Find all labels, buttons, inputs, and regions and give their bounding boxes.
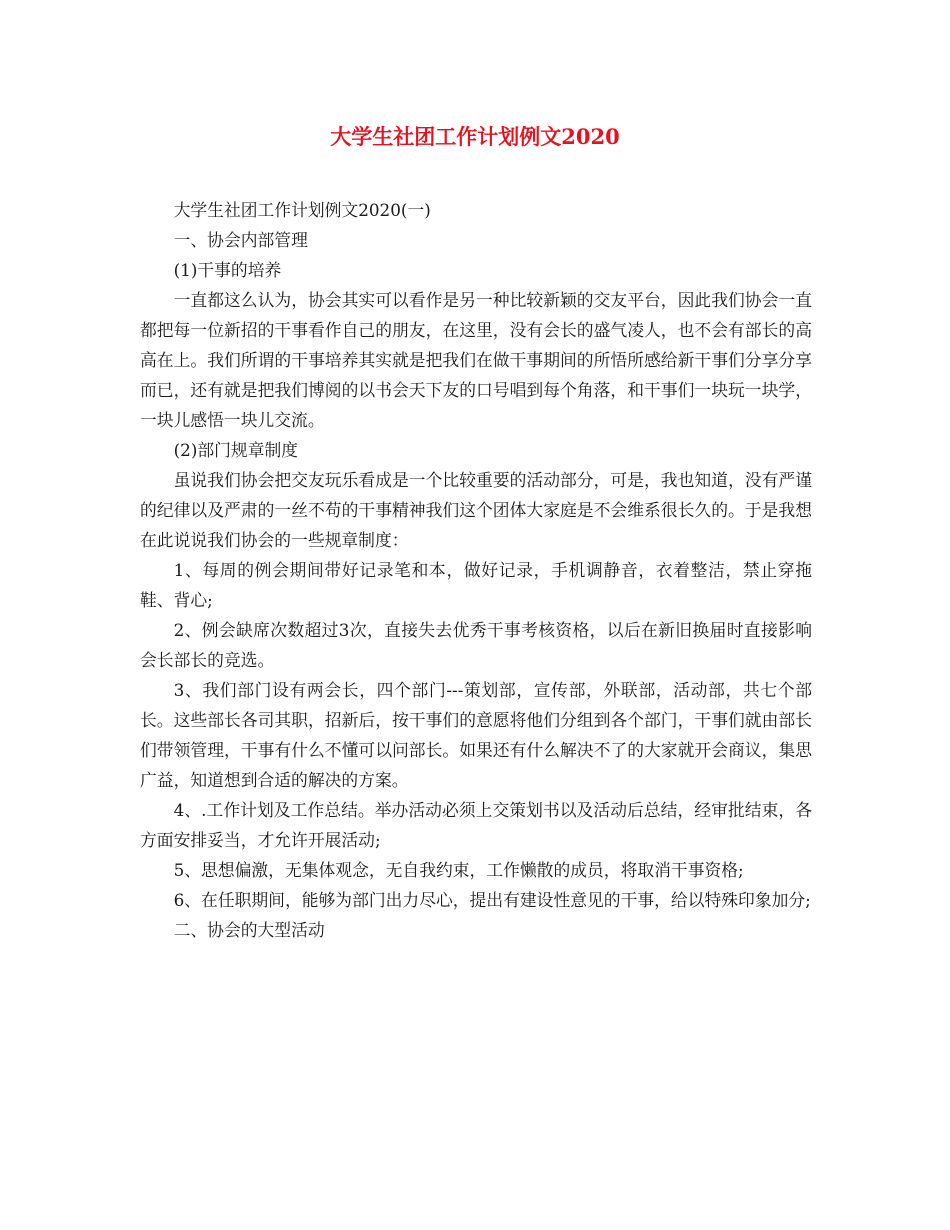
paragraph-heading-major-activities: 二、协会的大型活动 xyxy=(173,920,325,940)
paragraph-subtitle: 大学生社团工作计划例文2020(一) xyxy=(173,200,431,220)
paragraph-rule-4: 4、.工作计划及工作总结。举办活动必须上交策划书以及活动后总结，经审批结束，各方面安排妥当，才允许开展活动; xyxy=(140,800,812,850)
paragraph-heading-staff-training: (1)干事的培养 xyxy=(173,260,282,280)
paragraph-heading-rules: (2)部门规章制度 xyxy=(173,440,299,460)
document-title: 大学生社团工作计划例文2020 xyxy=(330,124,620,149)
document-body xyxy=(140,195,812,945)
paragraph-rule-1: 1、每周的例会期间带好记录笔和本，做好记录，手机调静音，衣着整洁，禁止穿拖鞋、背心; xyxy=(140,560,812,610)
paragraph-rules-intro: 虽说我们协会把交友玩乐看成是一个比较重要的活动部分，可是，我也知道，没有严谨的纪律以及严肃的一丝不苟的干事精神我们这个团体大家庭是不会维系很长久的。于是我想在此说说我们协会的一些规章制度： xyxy=(140,470,812,550)
paragraph-rule-3: 3、我们部门设有两会长，四个部门---策划部，宣传部，外联部，活动部，共七个部长。这些部长各司其职，招新后，按干事们的意愿将他们分组到各个部门，干事们就由部长们带领管理，干事有什么不懂可以问部长。如果还有什么解决不了的大家就开会商议，集思广益，知道想到合适的解决的方案。 xyxy=(140,680,812,790)
paragraph-rule-5: 5、思想偏激，无集体观念，无自我约束，工作懒散的成员，将取消干事资格; xyxy=(173,860,744,880)
paragraph-rule-2: 2、例会缺席次数超过3次，直接失去优秀干事考核资格，以后在新旧换届时直接影响会长部长的竞选。 xyxy=(140,620,812,670)
paragraph-rule-6: 6、在任职期间，能够为部门出力尽心，提出有建设性意见的干事，给以特殊印象加分; xyxy=(173,890,811,910)
paragraph-heading-internal-management: 一、协会内部管理 xyxy=(173,230,308,250)
paragraph-staff-training: 一直都这么认为，协会其实可以看作是另一种比较新颖的交友平台，因此我们协会一直都把每一位新招的干事看作自己的朋友，在这里，没有会长的盛气凌人，也不会有部长的高高在上。我们所谓的干事培养其实就是把我们在做干事期间的所悟所感给新干事们分享分享而已，还有就是把我们博阅的以书会天下友的口号唱到每个角落，和干事们一块玩一块学，一块儿感悟一块儿交流。 xyxy=(140,290,812,430)
